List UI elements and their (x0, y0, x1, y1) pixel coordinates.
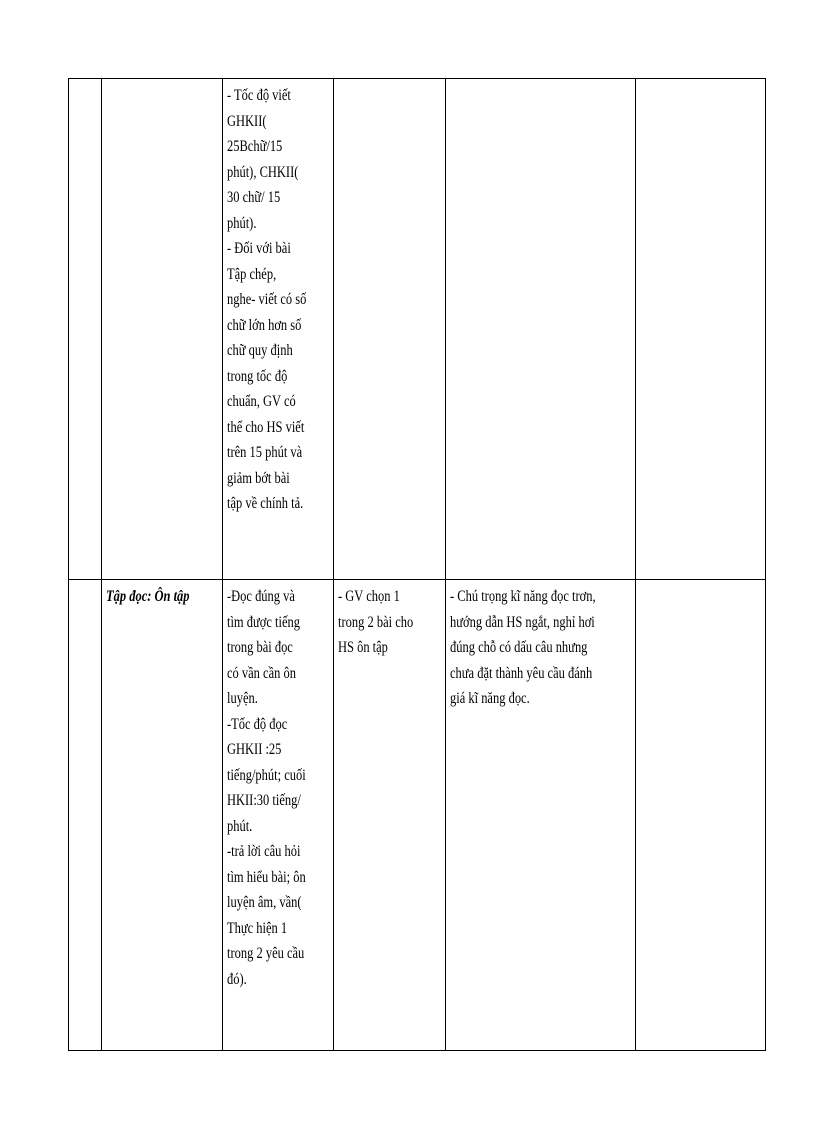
text-line: giảm bớt bài (227, 469, 290, 487)
row-1-col-5-cell (446, 79, 636, 580)
text-line: giá kĩ năng đọc. (450, 690, 530, 707)
text-line: trong tốc độ (227, 367, 288, 385)
row-2-requirements-cell (223, 580, 334, 1051)
text-line: tìm hiểu bài; ôn (227, 868, 306, 886)
text-line: chữ quy định (227, 342, 293, 359)
row-1-col-6-cell (636, 79, 766, 580)
text-line: chưa đặt thành yêu cầu đánh (450, 664, 593, 682)
row-2-lesson-title-cell (102, 580, 223, 1051)
text-line: 30 chữ/ 15 (227, 189, 281, 206)
text-line: trong bài đọc (227, 639, 293, 656)
text-line: phút. (227, 817, 253, 835)
text-line: hướng dẫn HS ngắt, nghỉ hơi (450, 613, 595, 631)
text-line: - Chú trọng kĩ năng đọc trơn, (450, 588, 596, 605)
text-line: tập về chính tả. (227, 495, 304, 512)
text-line: -trả lời câu hỏi (227, 843, 301, 860)
row-2-teacher-note-text (338, 584, 441, 661)
text-line: trên 15 phút và (227, 444, 303, 461)
text-line: luyện âm, vần( (227, 894, 302, 911)
text-line: phút), CHKII( (227, 163, 299, 181)
table-row (69, 580, 766, 1051)
text-line: thể cho HS viết (227, 418, 305, 436)
row-1-requirements-cell (223, 79, 334, 580)
text-line: - GV chọn 1 (338, 588, 400, 605)
text-line: - Tốc độ viết (227, 87, 291, 104)
text-line: - Đối với bài (227, 240, 291, 257)
table-row (69, 79, 766, 580)
text-line: Tập chép, (227, 265, 277, 283)
text-line: luyện. (227, 690, 258, 707)
text-line: trong 2 yêu cầu (227, 945, 305, 962)
text-line: chuẩn, GV có (227, 393, 296, 410)
text-line: 25Bchữ/15 (227, 138, 283, 155)
text-line: tìm được tiếng (227, 613, 300, 631)
text-line: đúng chỗ có dấu câu nhưng (450, 639, 588, 656)
row-1-col-1-cell (69, 79, 102, 580)
text-line: -Tốc độ đọc (227, 715, 288, 733)
text-line: chữ lớn hơn số (227, 316, 302, 334)
lesson-title: Tập đọc: Ôn tập (106, 588, 190, 605)
row-2-col-1-cell (69, 580, 102, 1051)
row-1-col-4-cell (334, 79, 446, 580)
text-line: GHKII :25 (227, 741, 282, 758)
row-1-requirements-text (227, 83, 329, 517)
text-line: GHKII( (227, 112, 267, 130)
text-line: HKII:30 tiếng/ (227, 792, 301, 809)
row-2-teacher-note-cell (334, 580, 446, 1051)
text-line: nghe- viết có số (227, 291, 307, 308)
text-line: đó). (227, 970, 247, 988)
text-line: -Đọc đúng và (227, 588, 295, 605)
text-line: phút). (227, 214, 257, 232)
text-line: tiếng/phút; cuối (227, 766, 306, 784)
text-line: có vần cần ôn (227, 664, 296, 682)
row-2-col-6-cell (636, 580, 766, 1051)
row-1-col-2-cell (102, 79, 223, 580)
text-line: Thực hiện 1 (227, 919, 288, 937)
row-2-guidance-cell (446, 580, 636, 1051)
lesson-plan-table (68, 78, 766, 1051)
text-line: HS ôn tập (338, 639, 388, 656)
row-2-guidance-text (450, 584, 631, 712)
text-line: trong 2 bài cho (338, 613, 414, 631)
row-2-requirements-text (227, 584, 329, 992)
